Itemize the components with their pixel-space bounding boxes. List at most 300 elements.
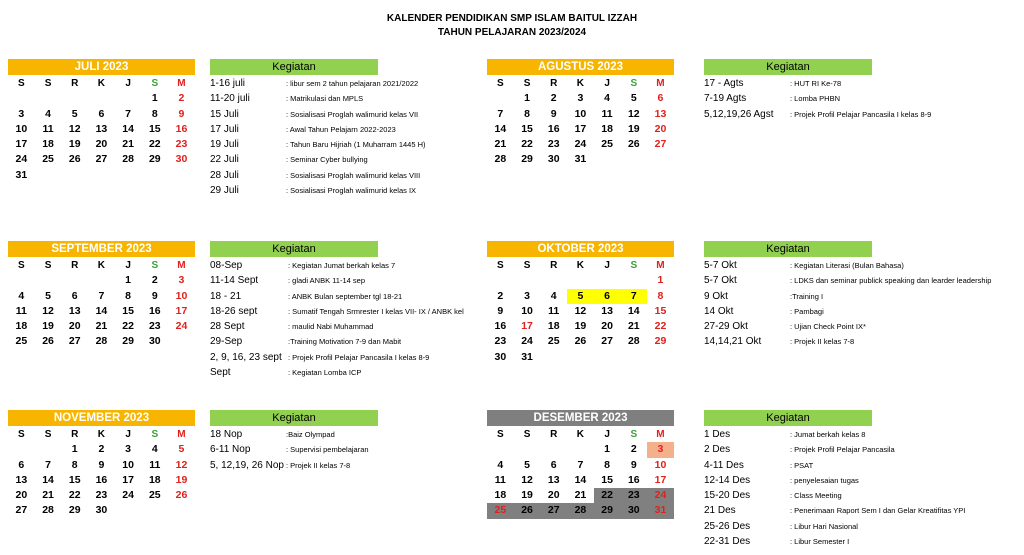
day-cell: 23 [95, 489, 108, 502]
day-cell: 16 [547, 122, 560, 135]
day-cell: 11 [548, 304, 560, 317]
day-header: K [97, 78, 106, 89]
day-cell: 2 [497, 289, 504, 302]
kegiatan-panel-juli [210, 59, 530, 198]
day-header: M [177, 260, 186, 271]
event-description: : Matrikulasi dan MPLS [286, 94, 364, 104]
week-row [8, 304, 195, 319]
day-cell: 30 [148, 335, 161, 348]
day-cell [35, 273, 62, 288]
day-cell: 29 [68, 504, 81, 517]
week-row [487, 503, 674, 518]
day-header: S [18, 260, 25, 271]
kegiatan-row [210, 107, 530, 122]
day-cell [61, 91, 88, 106]
day-cell: 14 [42, 473, 54, 486]
day-cell: 9 [497, 304, 504, 317]
day-cell: 14 [95, 304, 108, 317]
day-cell: 21 [122, 138, 134, 151]
day-cell: 17 [654, 473, 667, 486]
day-cell [620, 152, 647, 167]
event-description: : Sosialisasi Proglah walimurid kelas VIII [286, 170, 421, 180]
event-date: 21 Des [704, 505, 736, 517]
day-cell: 8 [524, 107, 530, 120]
week-row [8, 122, 195, 137]
event-date: 29 Juli [210, 185, 239, 197]
event-description: : Class Meeting [790, 491, 842, 501]
day-cell: 16 [175, 122, 188, 135]
kegiatan-row [210, 350, 530, 365]
week-row [487, 488, 674, 503]
day-cell: 4 [18, 289, 25, 302]
event-description: : PSAT [790, 460, 814, 470]
day-cell [61, 273, 88, 288]
week-row [8, 107, 195, 122]
kegiatan-row [704, 76, 1024, 91]
day-cell: 10 [15, 122, 28, 135]
day-cell: 24 [15, 153, 28, 166]
day-cell: 23 [620, 488, 647, 503]
day-cell: 21 [627, 320, 640, 333]
day-cell: 21 [494, 138, 507, 151]
day-cell: 26 [68, 153, 81, 166]
event-date: 29-Sep [210, 336, 243, 348]
day-header: M [656, 78, 665, 89]
day-cell: 2 [550, 92, 557, 105]
day-cell: 22 [68, 489, 81, 502]
day-cell: 5 [567, 289, 594, 304]
day-cell [168, 334, 195, 349]
week-row [8, 319, 195, 334]
day-cell: 5 [45, 289, 51, 302]
day-cell [61, 168, 88, 183]
event-description: : Sosialisasi Proglah walimurid kelas VII [286, 109, 419, 119]
day-cell: 9 [178, 107, 185, 120]
day-header: M [656, 260, 665, 271]
day-cell [594, 152, 621, 167]
kegiatan-header: Kegiatan [210, 241, 378, 257]
day-header: J [125, 78, 131, 89]
day-cell [141, 503, 168, 518]
kegiatan-row [704, 427, 1024, 442]
day-header: S [630, 429, 638, 440]
day-cell: 24 [122, 489, 134, 502]
kegiatan-row [704, 289, 1024, 304]
day-cell: 7 [98, 289, 105, 302]
event-date: 22-31 Des [704, 536, 751, 548]
day-cell: 1 [151, 92, 158, 105]
day-cell: 18 [42, 138, 54, 151]
day-cell: 31 [15, 168, 28, 181]
day-cell: 9 [630, 458, 637, 471]
day-cell: 10 [654, 458, 667, 471]
day-cell [647, 152, 674, 167]
event-description: : Libur Semester I [790, 537, 850, 547]
day-cell: 1 [524, 92, 530, 105]
kegiatan-row [210, 458, 530, 473]
day-cell: 29 [148, 153, 161, 166]
day-cell: 20 [15, 489, 28, 502]
kegiatan-panel-november [210, 410, 530, 473]
day-cell: 17 [521, 320, 533, 333]
day-cell: 25 [148, 489, 161, 502]
day-cell [567, 442, 594, 457]
day-cell: 28 [42, 504, 54, 517]
day-cell: 30 [95, 504, 108, 517]
day-cell: 18 [15, 320, 28, 333]
day-cell: 12 [68, 122, 81, 135]
kegiatan-row [210, 319, 530, 334]
day-cell [35, 91, 62, 106]
day-header: S [497, 260, 504, 271]
week-row [8, 442, 195, 457]
kegiatan-row [704, 107, 1024, 122]
day-cell: 30 [175, 153, 188, 166]
week-row [8, 152, 195, 167]
day-cell: 3 [18, 107, 25, 120]
event-description: : Penerimaan Raport Sem I dan Gelar Kreatifitas YPI [790, 506, 966, 516]
day-cell: 25 [42, 153, 54, 166]
day-cell: 14 [574, 473, 587, 486]
week-row [8, 91, 195, 106]
day-cell [647, 350, 674, 365]
kegiatan-row [704, 258, 1024, 273]
day-cell [141, 168, 168, 183]
day-cell: 25 [15, 335, 28, 348]
event-description: : penyelesaian tugas [790, 475, 859, 485]
day-cell: 8 [151, 107, 158, 120]
day-cell: 22 [594, 488, 621, 503]
week-row [8, 334, 195, 349]
day-cell [115, 91, 142, 106]
day-cell: 3 [524, 289, 530, 302]
kegiatan-row [704, 319, 1024, 334]
day-header: K [576, 78, 585, 89]
day-header: S [497, 429, 504, 440]
day-cell [620, 273, 647, 288]
day-cell: 17 [574, 122, 587, 135]
event-date: 9 Okt [704, 290, 728, 302]
day-cell: 9 [98, 458, 105, 471]
kegiatan-row [704, 91, 1024, 106]
day-header: R [71, 78, 79, 89]
kegiatan-header: Kegiatan [704, 241, 872, 257]
kegiatan-row [210, 91, 530, 106]
day-header-row [8, 76, 195, 91]
day-cell: 20 [68, 320, 81, 333]
event-description: : Supervisi pembelajaran [286, 445, 369, 455]
event-date: 14,14,21 Okt [704, 336, 762, 348]
day-cell: 22 [654, 320, 667, 333]
week-row [8, 473, 195, 488]
day-cell: 27 [68, 335, 81, 348]
kegiatan-row [704, 519, 1024, 534]
day-cell: 29 [521, 153, 533, 166]
week-row [8, 273, 195, 288]
day-cell: 21 [574, 489, 587, 502]
event-description: :Baiz Olympad [286, 430, 335, 439]
day-cell: 12 [521, 473, 533, 486]
event-date: 25-26 Des [704, 520, 751, 532]
event-date: 14 Okt [704, 305, 734, 317]
day-cell: 2 [98, 443, 105, 456]
day-cell: 26 [627, 138, 640, 151]
day-header: J [604, 260, 610, 271]
event-description: : Ujian Check Point IX* [790, 322, 866, 332]
kegiatan-panel-desember [704, 410, 1024, 549]
day-cell: 25 [547, 335, 560, 348]
day-header: K [97, 260, 106, 271]
day-cell: 27 [654, 138, 667, 151]
day-cell [620, 350, 647, 365]
event-date: 17 - Agts [704, 78, 744, 89]
day-header: S [44, 429, 52, 440]
day-cell [35, 168, 62, 183]
day-cell: 3 [125, 443, 132, 456]
day-cell: 12 [42, 304, 54, 317]
month-calendar-november [8, 410, 195, 519]
day-cell: 30 [547, 153, 560, 166]
week-row [8, 289, 195, 304]
kegiatan-row [704, 488, 1024, 503]
event-description: : Libur Hari Nasional [790, 521, 858, 531]
day-cell [168, 503, 195, 518]
day-cell: 25 [487, 503, 514, 518]
day-cell: 6 [550, 458, 557, 471]
day-header: M [656, 429, 665, 440]
kegiatan-row [210, 442, 530, 457]
day-header: M [177, 78, 186, 89]
day-header: J [604, 429, 610, 440]
day-cell: 15 [122, 304, 134, 317]
event-date: 5, 12,19, 26 Nop [210, 459, 284, 471]
day-cell: 28 [627, 335, 640, 348]
kegiatan-header: Kegiatan [704, 59, 872, 75]
day-cell: 12 [627, 107, 640, 120]
event-date: 18 - 21 [210, 290, 242, 302]
event-date: 28 Sept [210, 321, 245, 333]
kegiatan-panel-agustus [704, 59, 1024, 122]
day-cell: 9 [550, 107, 557, 120]
day-cell: 8 [657, 289, 664, 302]
day-cell: 7 [125, 107, 132, 120]
kegiatan-row [210, 152, 530, 167]
day-header: K [576, 260, 585, 271]
day-header: J [125, 260, 131, 271]
day-cell [540, 273, 567, 288]
month-header: SEPTEMBER 2023 [8, 241, 195, 257]
day-cell: 16 [494, 320, 507, 333]
day-header: S [630, 260, 638, 271]
day-cell: 31 [647, 503, 674, 518]
day-cell: 26 [514, 503, 541, 518]
event-date: 11-14 Sept [210, 275, 259, 287]
day-cell [8, 273, 35, 288]
day-cell: 19 [521, 489, 533, 502]
day-cell: 8 [604, 458, 611, 471]
day-cell: 10 [574, 107, 587, 120]
day-cell: 4 [497, 458, 504, 471]
month-calendar-juli [8, 59, 195, 183]
kegiatan-row [210, 137, 530, 152]
kegiatan-row [210, 273, 530, 288]
kegiatan-row [210, 183, 530, 198]
day-cell: 26 [175, 489, 188, 502]
month-header: OKTOBER 2023 [487, 241, 674, 257]
event-date: 18-26 sept [210, 305, 258, 317]
event-date: 7-19 Agts [704, 93, 747, 105]
day-cell: 13 [654, 107, 667, 120]
event-description: : Projek Profil Pelajar Pancasila I kelas 8-9 [288, 352, 430, 362]
event-description: : Sosialisasi Proglah walimurid kelas IX [286, 186, 417, 196]
day-cell: 31 [574, 153, 587, 166]
day-cell [567, 273, 594, 288]
day-cell: 6 [657, 92, 664, 105]
day-cell: 29 [122, 335, 134, 348]
day-cell [8, 91, 35, 106]
day-header: S [44, 78, 52, 89]
kegiatan-panel-oktober [704, 241, 1024, 350]
day-cell: 15 [68, 473, 81, 486]
day-cell: 1 [657, 274, 664, 287]
day-cell: 13 [95, 122, 108, 135]
day-cell [115, 168, 142, 183]
event-date: 08-Sep [210, 260, 243, 271]
day-cell: 7 [497, 107, 504, 120]
day-cell: 15 [521, 122, 533, 135]
month-header: JULI 2023 [8, 59, 195, 75]
event-description: : Kegiatan Literasi (Bulan Bahasa) [790, 261, 904, 270]
day-header: J [604, 78, 610, 89]
week-row [8, 488, 195, 503]
day-cell: 3 [647, 442, 674, 457]
day-cell: 6 [18, 458, 25, 471]
day-cell: 3 [178, 274, 185, 287]
day-cell [594, 350, 621, 365]
day-cell: 6 [98, 107, 105, 120]
day-cell: 17 [15, 138, 28, 151]
day-header: S [18, 429, 25, 440]
day-cell: 30 [494, 350, 507, 363]
day-header: R [71, 429, 79, 440]
kegiatan-row [704, 334, 1024, 349]
event-description: : Tahun Baru Hijriah (1 Muharram 1445 H) [286, 140, 426, 150]
week-row [487, 473, 674, 488]
day-cell: 6 [594, 289, 621, 304]
day-cell: 13 [601, 304, 613, 317]
day-cell [168, 168, 195, 183]
day-cell: 11 [42, 122, 54, 135]
week-row [8, 503, 195, 518]
day-header: K [576, 429, 585, 440]
event-description: :Training Motivation 7-9 dan Mabit [288, 337, 402, 347]
day-header-row [8, 427, 195, 442]
event-description: : ANBK Bulan september tgl 18-21 [288, 291, 403, 301]
event-date: 22 Juli [210, 154, 239, 166]
page-subtitle: TAHUN PELAJARAN 2023/2024 [437, 27, 587, 38]
day-cell: 16 [95, 473, 108, 486]
kegiatan-header: Kegiatan [704, 410, 872, 426]
day-cell: 4 [550, 289, 557, 302]
day-cell [88, 91, 115, 106]
day-cell: 17 [175, 304, 188, 317]
day-header: R [71, 260, 79, 271]
day-cell: 19 [627, 122, 640, 135]
day-header: K [97, 429, 106, 440]
day-cell: 18 [601, 122, 613, 135]
day-cell: 11 [494, 473, 506, 486]
day-header: R [550, 429, 558, 440]
page-title: KALENDER PENDIDIKAN SMP ISLAM BAITUL IZZAH [386, 13, 638, 24]
day-cell: 26 [42, 335, 54, 348]
event-description: : maulid Nabi Muhammad [288, 322, 374, 332]
event-date: Sept [210, 367, 231, 379]
day-cell: 5 [630, 92, 637, 105]
day-cell: 8 [125, 289, 132, 302]
event-date: 15 Juli [210, 108, 239, 120]
day-cell: 1 [125, 274, 132, 287]
event-date: 11-20 juli [210, 93, 250, 105]
day-cell: 23 [175, 138, 188, 151]
day-cell: 5 [524, 458, 530, 471]
day-header: S [630, 78, 638, 89]
day-cell: 10 [175, 289, 188, 302]
event-date: 4-11 Des [704, 459, 744, 471]
kegiatan-row [210, 427, 530, 442]
day-cell: 2 [151, 274, 158, 287]
day-cell: 28 [95, 335, 108, 348]
day-cell: 15 [654, 304, 667, 317]
day-cell: 21 [42, 489, 54, 502]
day-cell: 21 [95, 320, 108, 333]
day-cell: 20 [601, 320, 613, 333]
event-description: : Lomba PHBN [790, 94, 841, 104]
day-cell: 20 [95, 138, 108, 151]
day-cell: 12 [175, 458, 188, 471]
day-cell: 24 [175, 320, 188, 333]
day-cell: 28 [567, 503, 594, 518]
event-description: : libur sem 2 tahun pelajaran 2021/2022 [286, 79, 419, 88]
event-date: 28 Juli [210, 169, 239, 181]
day-cell: 5 [71, 107, 78, 120]
month-header: NOVEMBER 2023 [8, 410, 195, 426]
day-cell: 4 [45, 107, 51, 120]
day-cell: 19 [42, 320, 54, 333]
day-cell: 7 [620, 289, 647, 304]
day-cell: 10 [122, 458, 134, 471]
event-description: : Kegiatan Jumat berkah kelas 7 [288, 261, 396, 270]
week-row [8, 137, 195, 152]
day-cell: 19 [175, 473, 188, 486]
day-cell [35, 442, 62, 457]
day-header: S [523, 260, 531, 271]
day-cell: 8 [71, 458, 78, 471]
day-cell: 27 [95, 153, 108, 166]
day-cell: 29 [594, 503, 621, 518]
kegiatan-row [210, 365, 530, 380]
day-cell [88, 273, 115, 288]
day-cell: 31 [521, 350, 533, 363]
day-cell: 11 [149, 458, 161, 471]
event-date: 12-14 Des [704, 474, 751, 486]
day-cell: 18 [547, 320, 560, 333]
day-cell: 5 [178, 443, 185, 456]
day-cell: 7 [577, 458, 584, 471]
day-header: R [550, 78, 558, 89]
day-cell [88, 168, 115, 183]
day-cell: 13 [15, 473, 28, 486]
day-cell: 6 [71, 289, 78, 302]
